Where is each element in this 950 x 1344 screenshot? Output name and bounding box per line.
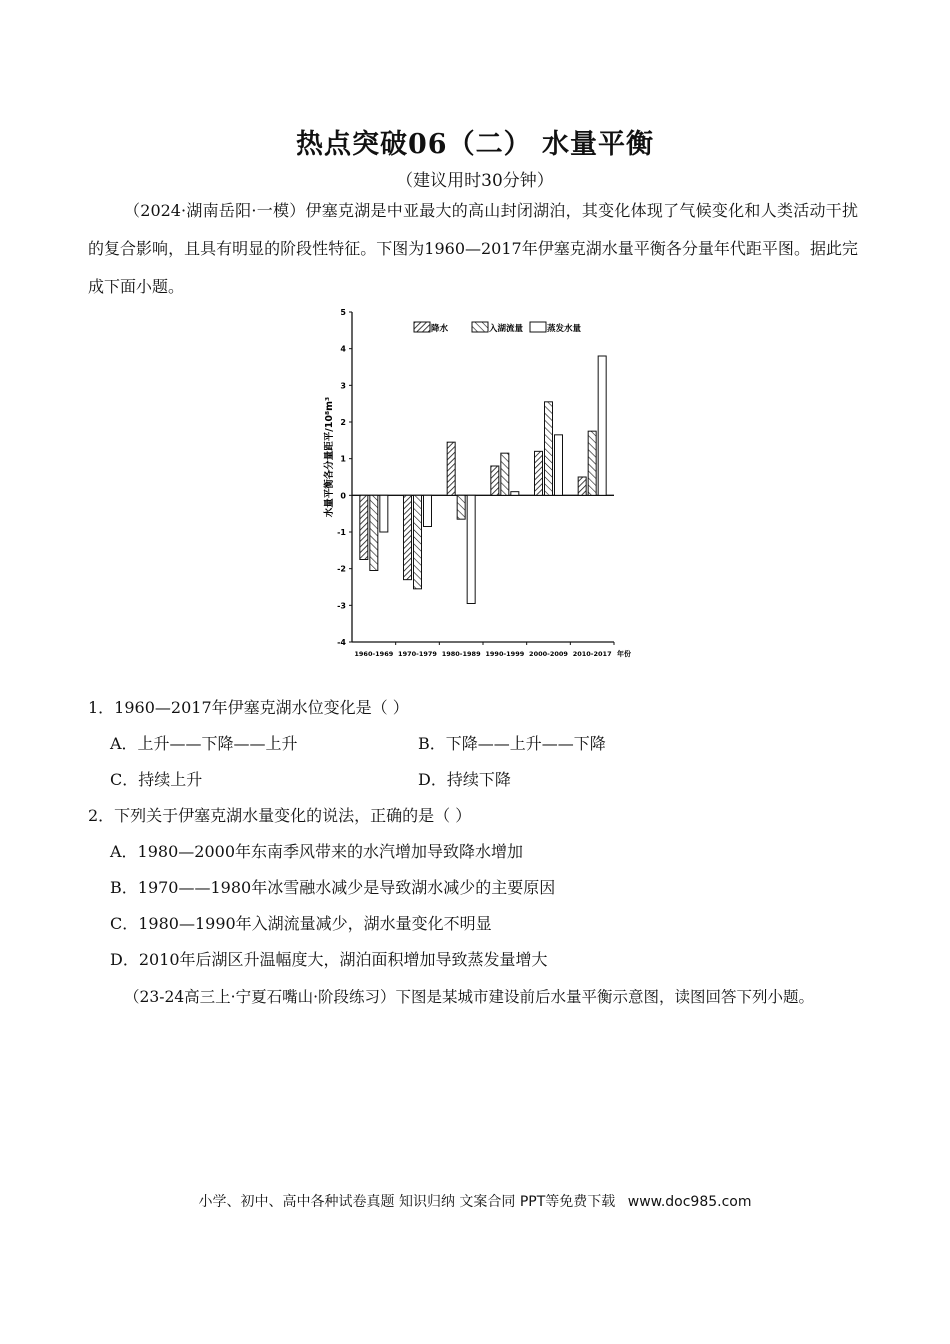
water-balance-chart (318, 300, 638, 672)
y-tick-label: -2 (337, 564, 346, 574)
legend-label: 降水 (431, 324, 449, 334)
y-tick-label: 0 (340, 491, 346, 501)
y-tick-label: 1 (340, 454, 346, 464)
question-2-option-c: C．1980—1990年入湖流量减少，湖水量变化不明显 (110, 914, 492, 933)
y-tick-label: -1 (337, 528, 346, 537)
legend-swatch (530, 322, 546, 332)
question-1-option-c: C．持续上升 (110, 770, 203, 789)
question-2-option-b: B．1970——1980年冰雪融水减少是导致湖水减少的主要原因 (110, 878, 556, 897)
question-1-option-b: B．下降——上升——下降 (418, 734, 606, 753)
intro-paragraph: （2024·湖南岳阳·一模）伊塞克湖是中亚最大的高山封闭湖泊，其变化体现了气候变化和人类活动干扰的复合影响，且具有明显的阶段性特征。下图为1960—2017年伊塞克湖水量平衡各分量年代距平图。据此完成下面小题。 (88, 201, 858, 296)
bar (588, 431, 596, 495)
y-tick-label: -3 (337, 601, 346, 611)
bar (404, 495, 412, 579)
y-tick-label: 3 (340, 381, 346, 391)
chart-legend (414, 322, 582, 334)
x-tick-label: 2000-2009 (529, 650, 568, 658)
second-intro-paragraph: （23-24高三上·宁夏石嘴山·阶段练习）下图是某城市建设前后水量平衡示意图，读图回答下列小题。 (124, 988, 815, 1006)
x-tick-label: 1960-1969 (354, 650, 394, 658)
bar (370, 495, 378, 570)
bar (545, 402, 553, 496)
bar (491, 466, 499, 495)
y-tick-label: -4 (337, 638, 346, 647)
page-subtitle: （建议用时30分钟） (396, 171, 554, 191)
chart-bars (360, 356, 606, 604)
x-tick-label: 1980-1989 (441, 650, 481, 658)
question-2-option-d: D．2010年后湖区升温幅度大，湖泊面积增加导致蒸发量增大 (110, 950, 548, 969)
question-1-stem: 1．1960—2017年伊塞克湖水位变化是（ ） (88, 698, 409, 717)
x-tick-label: 1990-1999 (485, 650, 525, 658)
bar (511, 492, 519, 496)
legend-swatch (472, 322, 488, 332)
bar (555, 435, 563, 496)
question-2-stem: 2．下列关于伊塞克湖水量变化的说法，正确的是（ ） (88, 806, 472, 825)
legend-swatch (414, 322, 430, 332)
x-tick-label: 1970-1979 (398, 650, 437, 658)
footer-text: 小学、初中、高中各种试卷真题 知识归纳 文案合同 PPT等免费下载 (198, 1194, 616, 1210)
footer-url[interactable]: www.doc985.com (627, 1194, 752, 1210)
footer (0, 1191, 950, 1211)
bar (414, 495, 422, 589)
y-tick-label: 4 (340, 344, 346, 354)
legend-label: 入湖流量 (489, 324, 524, 334)
legend-label: 蒸发水量 (547, 324, 582, 334)
bar (501, 453, 509, 495)
y-tick-label: 5 (340, 308, 346, 317)
y-axis-label: 水量平衡各分量距平/10⁸m³ (324, 396, 335, 518)
bar (598, 356, 606, 495)
bar (360, 495, 368, 559)
x-axis-suffix: 年份 (617, 650, 631, 658)
bar (447, 442, 455, 495)
bar (424, 495, 432, 526)
y-tick-label: 2 (340, 418, 346, 427)
bar (457, 495, 465, 519)
page-title: 热点突破06（二） 水量平衡 (296, 129, 654, 160)
question-1-option-a: A．上升——下降——上升 (110, 734, 298, 753)
bar (467, 495, 475, 603)
bar (578, 477, 586, 495)
bar (535, 451, 543, 495)
question-2-option-a: A．1980—2000年东南季风带来的水汽增加导致降水增加 (110, 842, 523, 861)
bar (380, 495, 388, 532)
question-1-option-d: D．持续下降 (418, 770, 511, 789)
x-tick-label: 2010-2017 (572, 650, 612, 658)
